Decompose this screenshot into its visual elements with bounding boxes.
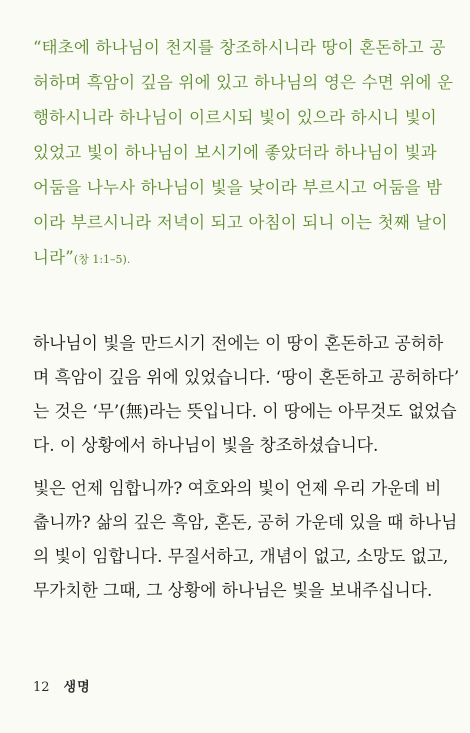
text-line: 빛은 언제 임합니까? 여호와의 빛이 언제 우리 가운데 비 — [33, 478, 442, 498]
quote-line: 이라 부르시니라 저녁이 되고 아침이 되니 이는 첫째 날이 — [33, 213, 448, 232]
paragraph — [33, 471, 458, 607]
page-footer — [33, 676, 91, 695]
quote-line: 어둠을 나누사 하나님이 빛을 낮이라 부르시고 어둠을 밤 — [33, 178, 443, 197]
text-line: 는 것은 ‘무’(無)라는 뜻입니다. 이 땅에는 아무것도 없었습 — [33, 401, 457, 421]
text-line: 의 빛이 임합니다. 무질서하고, 개념이 없고, 소망도 없고, — [33, 546, 449, 566]
running-title: 생명 — [63, 680, 91, 695]
body-text — [33, 326, 460, 607]
quote-line: 허하며 흑암이 깊음 위에 있고 하나님의 영은 수면 위에 운 — [33, 73, 454, 92]
quote-line: 있었고 빛이 하나님이 보시기에 좋았더라 하나님이 빛과 — [33, 143, 437, 162]
page-number: 12 — [33, 680, 50, 695]
quote-line: 행하시니라 하나님이 이르시되 빛이 있으라 하시니 빛이 — [33, 108, 437, 127]
text-line: 무가치한 그때, 그 상황에 하나님은 빛을 보내주십니다. — [33, 580, 433, 600]
quote-line-end: 니라” — [33, 248, 74, 267]
text-line: 다. 이 상황에서 하나님이 빛을 창조하셨습니다. — [33, 435, 379, 455]
text-line: 며 흑암이 깊음 위에 있었습니다. ‘땅이 혼돈하고 공허하다’ — [33, 367, 460, 387]
text-line: 하나님이 빛을 만드시기 전에는 이 땅이 혼돈하고 공허하 — [33, 333, 444, 353]
scripture-quote — [33, 30, 454, 277]
text-line: 춥니까? 삶의 깊은 흑암, 혼돈, 공허 가운데 있을 때 하나님 — [33, 512, 458, 532]
scripture-reference: (창 1:1–5). — [73, 253, 131, 266]
quote-line: “태초에 하나님이 천지를 창조하시니라 땅이 혼돈하고 공 — [33, 38, 446, 57]
quote-last-line — [33, 240, 445, 277]
paragraph — [33, 326, 460, 462]
